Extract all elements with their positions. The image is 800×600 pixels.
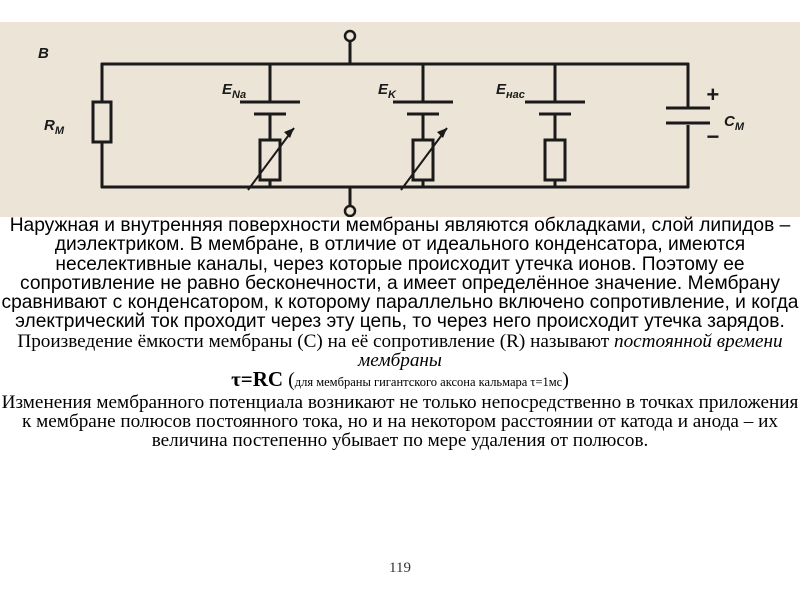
formula-note-open: ( (283, 369, 295, 392)
potassium-branch (393, 64, 453, 190)
membrane-resistor-icon (93, 102, 111, 142)
formula-line (0, 367, 800, 392)
circuit-svg (0, 22, 800, 217)
cm-label: $C_M$ (724, 113, 745, 133)
paragraph-time-constant (0, 332, 800, 371)
enac-label: $E_{нac}$ (496, 81, 525, 101)
formula: τ=RC (231, 367, 284, 392)
minus-sign-label: − (706, 124, 719, 149)
paragraph-capacitor: Наружная и внутренняя поверхности мембраны являются обкладками, слой липидов – диэлектриком. В мембране, в отличие от идеального конденсатора, имеются неселективные каналы, через которые происходит утечка ионов. Поэтому ее сопротивление не равно бесконечности, а имеет определённое значение. Мембрану сравнивают с конденсатором, к которому параллельно включено сопротивление, и когда электрический ток проходит через эту цепь, то через него происходит утечка зарядов. (1, 215, 799, 333)
equivalent-circuit-diagram (0, 22, 800, 217)
ena-label: $E_{Na}$ (222, 81, 247, 101)
paragraph-potential-changes: Изменения мембранного потенциала возникают не только непосредственно в точках приложения к мембране полюсов постоянного тока, но и на некотором расстоянии от катода и анода – их величина постепенно убывает по мере удаления от полюсов. (1, 391, 799, 452)
top-terminal-icon (345, 31, 355, 41)
page-number: 119 (389, 560, 411, 576)
node-b-label: B (38, 45, 49, 62)
rm-label: $R_M$ (44, 117, 65, 137)
time-constant-intro: Произведение ёмкости мембраны (С) на её сопротивление (R) называют (17, 330, 614, 352)
ek-label: $E_K$ (378, 81, 396, 101)
formula-note: для мембраны гигантского аксона кальмара τ=1мс (294, 375, 563, 390)
sodium-arrow-head-icon (284, 128, 294, 138)
text-block (0, 216, 800, 451)
potassium-arrow-head-icon (437, 128, 447, 138)
plus-sign-label: + (706, 82, 719, 107)
time-constant-term: постоянной времени мембраны (358, 330, 783, 372)
nonspecific-branch (525, 64, 585, 187)
formula-note-close: ) (562, 369, 569, 392)
sodium-branch (240, 64, 300, 190)
